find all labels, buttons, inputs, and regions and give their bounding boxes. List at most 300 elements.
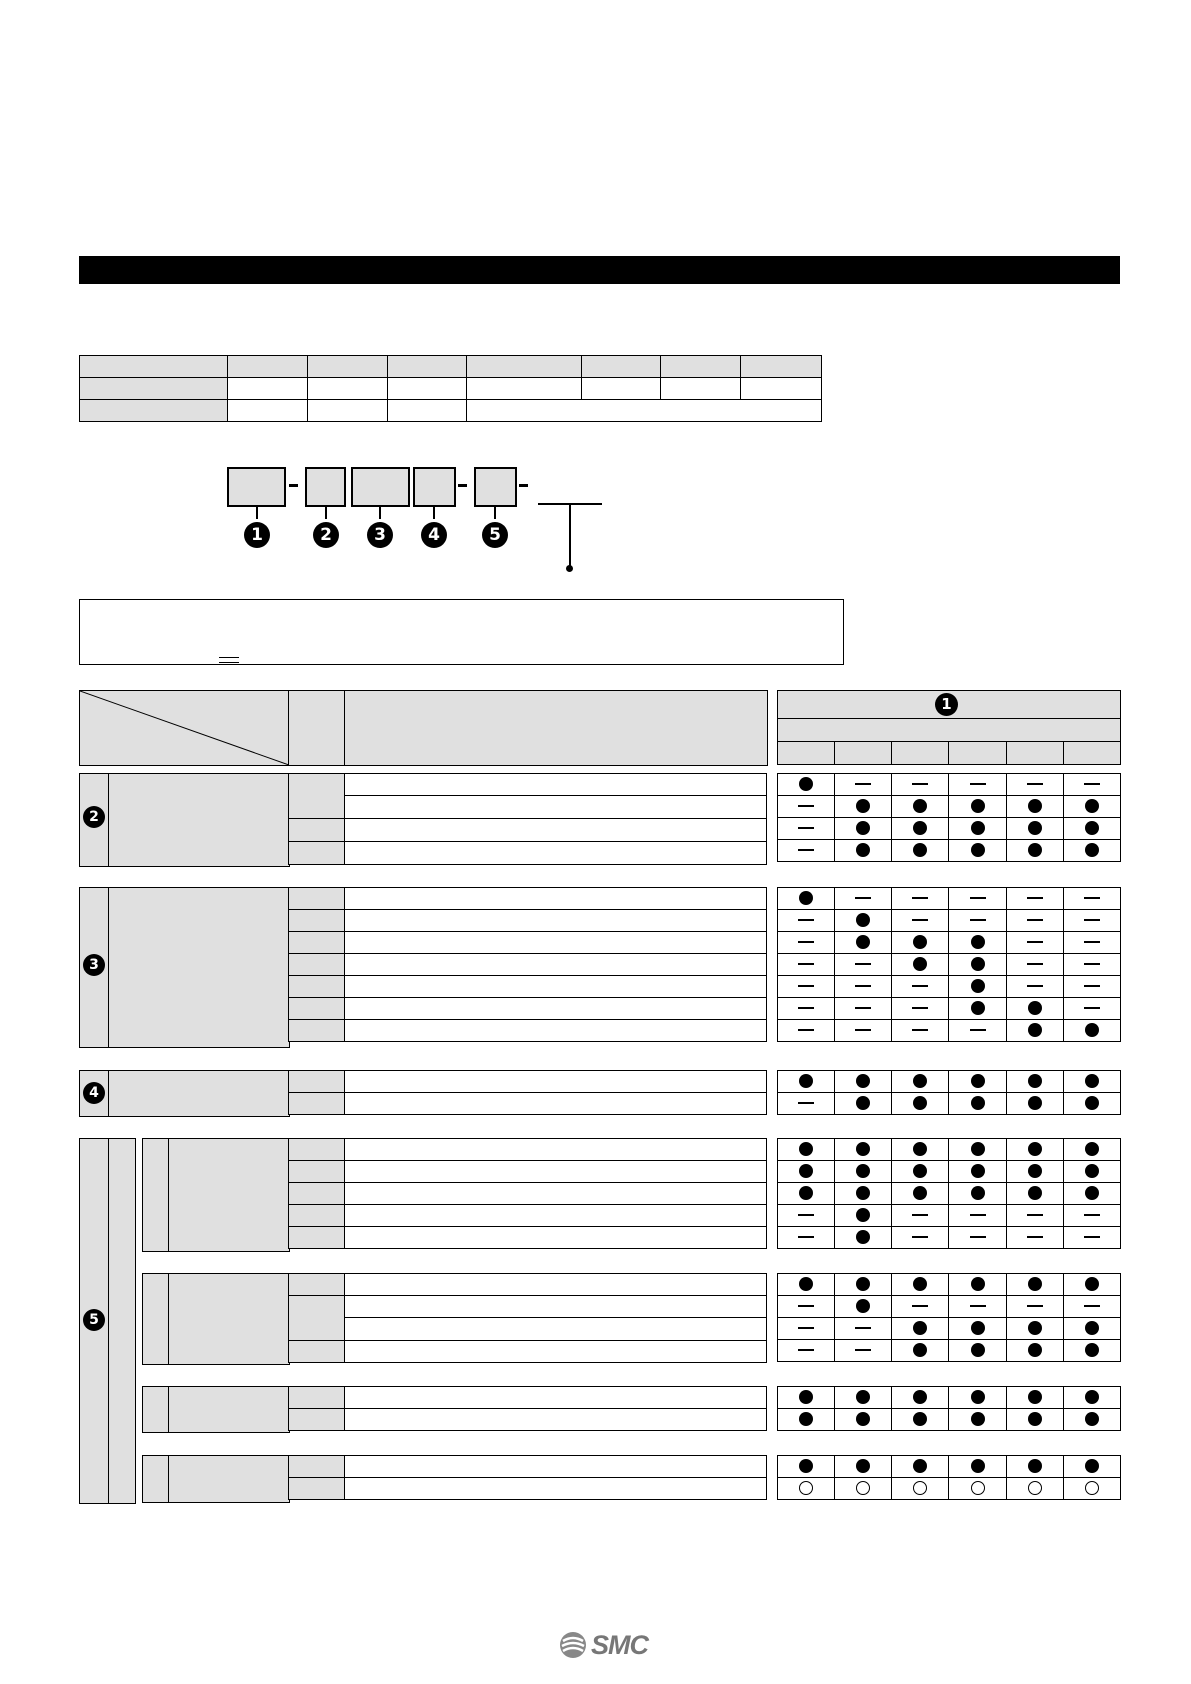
matrix-cell	[1063, 774, 1120, 796]
group-5c-rows	[288, 1386, 767, 1431]
dash-icon	[1084, 1007, 1100, 1009]
filled-circle-icon	[856, 1208, 870, 1222]
filled-circle-icon	[1085, 1096, 1099, 1110]
matrix-cell	[778, 1296, 835, 1318]
matrix-cell	[835, 1456, 892, 1478]
matrix-cell	[949, 954, 1006, 976]
filled-circle-icon	[1028, 1343, 1042, 1357]
matrix-cell	[778, 1205, 835, 1227]
code-box-1	[227, 467, 286, 507]
matrix-cell	[778, 954, 835, 976]
dash-icon	[970, 1214, 986, 1216]
matrix-cell	[778, 1318, 835, 1340]
filled-circle-icon	[1085, 1459, 1099, 1473]
filled-circle-icon	[1085, 1023, 1099, 1037]
filled-circle-icon	[971, 935, 985, 949]
marker-4: 4	[421, 522, 447, 548]
matrix-cell	[1006, 1183, 1063, 1205]
filled-circle-icon	[1028, 843, 1042, 857]
filled-circle-icon	[799, 1390, 813, 1404]
matrix-cell	[1063, 1020, 1120, 1042]
matrix-group-5b	[777, 1273, 1121, 1362]
marker-2-group: 2	[83, 806, 105, 828]
matrix-cell	[949, 1387, 1006, 1409]
dash-icon	[798, 1305, 814, 1307]
leader-4	[433, 505, 435, 519]
matrix-cell	[1006, 840, 1063, 862]
filled-circle-icon	[971, 1390, 985, 1404]
filled-circle-icon	[971, 1343, 985, 1357]
matrix-cell	[1006, 1274, 1063, 1296]
matrix-header-columns	[777, 741, 1121, 765]
filled-circle-icon	[1028, 799, 1042, 813]
matrix-cell	[949, 1274, 1006, 1296]
filled-circle-icon	[799, 1277, 813, 1291]
matrix-cell	[835, 1478, 892, 1500]
group-5b-index	[142, 1273, 170, 1365]
filled-circle-icon	[1085, 1321, 1099, 1335]
table-row	[778, 976, 1121, 998]
filled-circle-icon	[856, 843, 870, 857]
table-row	[778, 1183, 1121, 1205]
filled-circle-icon	[1085, 1390, 1099, 1404]
matrix-cell	[1063, 1387, 1120, 1409]
matrix-cell	[892, 910, 949, 932]
matrix-cell	[892, 1071, 949, 1093]
matrix-cell	[1006, 932, 1063, 954]
table-row	[80, 356, 822, 378]
filled-circle-icon	[856, 1299, 870, 1313]
group-5a-label	[168, 1138, 290, 1252]
matrix-cell	[949, 1161, 1006, 1183]
note-box	[79, 599, 844, 665]
filled-circle-icon	[856, 1074, 870, 1088]
group-5c-label	[168, 1386, 290, 1433]
table-row	[80, 378, 822, 400]
matrix-cell	[892, 1318, 949, 1340]
matrix-cell	[1063, 1161, 1120, 1183]
matrix-cell	[1006, 998, 1063, 1020]
table-row	[778, 796, 1121, 818]
filled-circle-icon	[971, 1321, 985, 1335]
leader-2	[325, 505, 327, 519]
matrix-cell	[892, 774, 949, 796]
filled-circle-icon	[1085, 1277, 1099, 1291]
matrix-cell	[1063, 840, 1120, 862]
dash-icon	[1027, 941, 1043, 943]
matrix-cell	[892, 818, 949, 840]
filled-circle-icon	[913, 1074, 927, 1088]
matrix-cell	[835, 976, 892, 998]
matrix-cell	[949, 840, 1006, 862]
matrix-cell	[778, 998, 835, 1020]
filled-circle-icon	[971, 1459, 985, 1473]
matrix-cell	[949, 1340, 1006, 1362]
matrix-cell	[1006, 1409, 1063, 1431]
table-row	[778, 998, 1121, 1020]
matrix-cell	[835, 1071, 892, 1093]
dash-icon	[912, 985, 928, 987]
group-2-rows	[288, 773, 767, 865]
filled-circle-icon	[913, 1321, 927, 1335]
matrix-cell	[1063, 932, 1120, 954]
filled-circle-icon	[856, 1412, 870, 1426]
table-row	[778, 888, 1121, 910]
group-5b-rows	[288, 1273, 767, 1363]
matrix-cell	[835, 796, 892, 818]
matrix-cell	[892, 1456, 949, 1478]
matrix-cell	[835, 774, 892, 796]
matrix-cell	[1063, 954, 1120, 976]
matrix-cell	[949, 774, 1006, 796]
filled-circle-icon	[856, 1230, 870, 1244]
matrix-cell	[1063, 1071, 1120, 1093]
matrix-cell	[1006, 1456, 1063, 1478]
dash-icon	[798, 919, 814, 921]
table-row	[778, 1139, 1121, 1161]
dash-icon	[798, 827, 814, 829]
table-row	[778, 1227, 1121, 1249]
dash-icon	[855, 897, 871, 899]
filled-circle-icon	[1085, 1412, 1099, 1426]
dash-icon	[912, 1214, 928, 1216]
table-row	[778, 818, 1121, 840]
marker-1-header: 1	[935, 693, 958, 716]
smc-logo-icon	[558, 1630, 588, 1660]
matrix-cell	[949, 1227, 1006, 1249]
table-row	[778, 840, 1121, 862]
dash-icon	[855, 1327, 871, 1329]
matrix-cell	[1063, 1340, 1120, 1362]
matrix-cell	[1006, 1387, 1063, 1409]
matrix-cell	[892, 1478, 949, 1500]
group-5c-index	[142, 1386, 170, 1433]
matrix-cell	[835, 1274, 892, 1296]
filled-circle-icon	[1028, 1186, 1042, 1200]
filled-circle-icon	[799, 1186, 813, 1200]
matrix-cell	[1063, 1093, 1120, 1115]
table-row	[778, 954, 1121, 976]
hyphen	[289, 484, 298, 487]
filled-circle-icon	[856, 821, 870, 835]
filled-circle-icon	[1028, 1390, 1042, 1404]
matrix-group-2	[777, 773, 1121, 862]
group-4-label	[108, 1070, 290, 1117]
dash-icon	[1027, 897, 1043, 899]
filled-circle-icon	[1028, 821, 1042, 835]
filled-circle-icon	[971, 821, 985, 835]
table-row	[778, 932, 1121, 954]
matrix-cell	[1006, 1296, 1063, 1318]
filled-circle-icon	[971, 843, 985, 857]
matrix-cell	[892, 840, 949, 862]
matrix-cell	[778, 774, 835, 796]
matrix-cell	[949, 976, 1006, 998]
matrix-cell	[1006, 888, 1063, 910]
matrix-cell	[778, 1409, 835, 1431]
matrix-cell	[892, 1139, 949, 1161]
dash-icon	[798, 1214, 814, 1216]
matrix-cell	[1006, 954, 1063, 976]
dash-icon	[1027, 1236, 1043, 1238]
matrix-cell	[778, 1161, 835, 1183]
dash-icon	[1084, 941, 1100, 943]
matrix-cell	[835, 1296, 892, 1318]
option-leader	[569, 504, 571, 568]
filled-circle-icon	[1028, 1321, 1042, 1335]
matrix-cell	[949, 1296, 1006, 1318]
filled-circle-icon	[971, 1412, 985, 1426]
group-4-rows	[288, 1070, 767, 1115]
matrix-cell	[1063, 796, 1120, 818]
matrix-cell	[1063, 1205, 1120, 1227]
filled-circle-icon	[971, 1074, 985, 1088]
table-row	[778, 774, 1121, 796]
filled-circle-icon	[913, 1186, 927, 1200]
matrix-cell	[778, 1274, 835, 1296]
matrix-cell	[778, 1227, 835, 1249]
matrix-cell	[835, 1020, 892, 1042]
filled-circle-icon	[1085, 821, 1099, 835]
filled-circle-icon	[913, 1142, 927, 1156]
group-3-rows	[288, 887, 767, 1042]
dash-icon	[1084, 1236, 1100, 1238]
dash-icon	[912, 783, 928, 785]
table-row	[778, 1340, 1121, 1362]
leader-1	[256, 505, 258, 519]
group-5a-rows	[288, 1138, 767, 1249]
matrix-cell	[835, 998, 892, 1020]
matrix-cell	[949, 1318, 1006, 1340]
filled-circle-icon	[913, 843, 927, 857]
matrix-cell	[1063, 1139, 1120, 1161]
matrix-header-description	[344, 690, 768, 766]
matrix-header-corner	[79, 690, 290, 766]
filled-circle-icon	[1085, 1186, 1099, 1200]
matrix-cell	[1006, 910, 1063, 932]
matrix-cell	[778, 1071, 835, 1093]
dash-icon	[1027, 1214, 1043, 1216]
matrix-cell	[1006, 774, 1063, 796]
matrix-cell	[778, 840, 835, 862]
dash-icon	[912, 1029, 928, 1031]
matrix-cell	[892, 1183, 949, 1205]
filled-circle-icon	[799, 1164, 813, 1178]
matrix-cell	[949, 888, 1006, 910]
matrix-cell	[1063, 1296, 1120, 1318]
matrix-cell	[949, 998, 1006, 1020]
matrix-cell	[892, 888, 949, 910]
dash-icon	[1027, 1305, 1043, 1307]
hyphen	[519, 484, 528, 487]
matrix-group-3	[777, 887, 1121, 1042]
dash-icon	[1084, 963, 1100, 965]
group-3-label	[108, 887, 290, 1048]
matrix-cell	[835, 1139, 892, 1161]
dash-icon	[970, 783, 986, 785]
matrix-cell	[892, 1205, 949, 1227]
filled-circle-icon	[856, 1164, 870, 1178]
matrix-cell	[778, 1139, 835, 1161]
matrix-cell	[835, 1318, 892, 1340]
matrix-cell	[778, 888, 835, 910]
marker-2: 2	[313, 522, 339, 548]
filled-circle-icon	[799, 891, 813, 905]
group-5a-index	[142, 1138, 170, 1252]
matrix-cell	[778, 1183, 835, 1205]
matrix-cell	[892, 796, 949, 818]
matrix-cell	[892, 1296, 949, 1318]
filled-circle-icon	[913, 1390, 927, 1404]
filled-circle-icon	[799, 1142, 813, 1156]
filled-circle-icon	[971, 1096, 985, 1110]
matrix-cell	[1063, 1274, 1120, 1296]
group-5b-label	[168, 1273, 290, 1365]
dash-icon	[970, 1236, 986, 1238]
matrix-cell	[835, 1340, 892, 1362]
open-circle-icon	[1028, 1481, 1042, 1495]
matrix-cell	[1006, 1161, 1063, 1183]
filled-circle-icon	[1028, 1023, 1042, 1037]
dash-icon	[798, 1029, 814, 1031]
open-circle-icon	[971, 1481, 985, 1495]
dash-icon	[798, 1236, 814, 1238]
matrix-cell	[835, 910, 892, 932]
matrix-cell	[949, 1456, 1006, 1478]
matrix-cell	[949, 796, 1006, 818]
dash-icon	[798, 1327, 814, 1329]
matrix-cell	[892, 1274, 949, 1296]
matrix-cell	[778, 1456, 835, 1478]
filled-circle-icon	[971, 957, 985, 971]
dash-icon	[1027, 919, 1043, 921]
matrix-cell	[949, 1020, 1006, 1042]
smc-logo-text: SMC	[591, 1630, 648, 1660]
matrix-cell	[835, 1183, 892, 1205]
dash-icon	[912, 919, 928, 921]
matrix-cell	[835, 1161, 892, 1183]
matrix-cell	[1006, 1478, 1063, 1500]
filled-circle-icon	[856, 1142, 870, 1156]
matrix-cell	[1006, 1340, 1063, 1362]
group-2-label	[108, 773, 290, 867]
matrix-cell	[949, 1139, 1006, 1161]
matrix-cell	[892, 1409, 949, 1431]
matrix-cell	[1063, 1183, 1120, 1205]
filled-circle-icon	[913, 1412, 927, 1426]
matrix-group-4	[777, 1070, 1121, 1115]
matrix-header-subtitle	[777, 718, 1121, 743]
marker-5: 5	[482, 522, 508, 548]
open-circle-icon	[799, 1481, 813, 1495]
filled-circle-icon	[1028, 1277, 1042, 1291]
dash-icon	[798, 805, 814, 807]
filled-circle-icon	[913, 957, 927, 971]
matrix-cell	[1006, 1071, 1063, 1093]
matrix-cell	[1006, 1093, 1063, 1115]
table-row	[778, 1071, 1121, 1093]
table-row	[778, 910, 1121, 932]
dash-icon	[855, 985, 871, 987]
matrix-cell	[892, 932, 949, 954]
filled-circle-icon	[856, 799, 870, 813]
dash-icon	[1084, 897, 1100, 899]
filled-circle-icon	[913, 799, 927, 813]
dash-icon	[798, 1349, 814, 1351]
dash-icon	[912, 1236, 928, 1238]
filled-circle-icon	[799, 1074, 813, 1088]
matrix-cell	[1063, 1227, 1120, 1249]
matrix-cell	[949, 1205, 1006, 1227]
filled-circle-icon	[971, 1186, 985, 1200]
dash-icon	[798, 1007, 814, 1009]
dash-icon	[798, 849, 814, 851]
dash-icon	[1027, 783, 1043, 785]
leader-5	[494, 505, 496, 519]
marker-3-group: 3	[83, 954, 105, 976]
dash-icon	[855, 783, 871, 785]
matrix-cell	[892, 1161, 949, 1183]
matrix-cell	[1006, 1139, 1063, 1161]
matrix-cell	[835, 1093, 892, 1115]
dash-icon	[1084, 1214, 1100, 1216]
dash-icon	[798, 963, 814, 965]
matrix-cell	[778, 1093, 835, 1115]
filled-circle-icon	[1085, 1142, 1099, 1156]
filled-circle-icon	[1028, 1459, 1042, 1473]
table-row	[80, 400, 822, 422]
filled-circle-icon	[971, 799, 985, 813]
dash-icon	[1084, 985, 1100, 987]
open-circle-icon	[856, 1481, 870, 1495]
dash-icon	[798, 985, 814, 987]
matrix-cell	[1063, 1478, 1120, 1500]
table-row	[778, 1205, 1121, 1227]
table-row	[778, 1318, 1121, 1340]
matrix-cell	[1006, 818, 1063, 840]
filled-circle-icon	[913, 1277, 927, 1291]
filled-circle-icon	[856, 1096, 870, 1110]
filled-circle-icon	[1028, 1074, 1042, 1088]
matrix-cell	[835, 932, 892, 954]
matrix-cell	[892, 1340, 949, 1362]
dash-icon	[798, 1102, 814, 1104]
table-row	[778, 1456, 1121, 1478]
marker-5-group: 5	[83, 1309, 105, 1331]
matrix-group-5a	[777, 1138, 1121, 1249]
matrix-cell	[1006, 1227, 1063, 1249]
dash-icon	[798, 941, 814, 943]
code-box-5	[474, 467, 517, 507]
dash-icon	[1027, 963, 1043, 965]
matrix-cell	[778, 1387, 835, 1409]
dash-icon	[912, 1305, 928, 1307]
group-5d-rows	[288, 1455, 767, 1500]
code-box-4	[413, 467, 456, 507]
filled-circle-icon	[913, 935, 927, 949]
leader-3	[379, 505, 381, 519]
matrix-cell	[778, 796, 835, 818]
matrix-cell	[835, 888, 892, 910]
dash-icon	[970, 897, 986, 899]
filled-circle-icon	[971, 1001, 985, 1015]
matrix-cell	[778, 1478, 835, 1500]
matrix-header-symbol	[288, 690, 346, 766]
filled-circle-icon	[799, 1412, 813, 1426]
matrix-cell	[778, 1340, 835, 1362]
diagonal-line	[80, 691, 289, 765]
matrix-cell	[778, 818, 835, 840]
